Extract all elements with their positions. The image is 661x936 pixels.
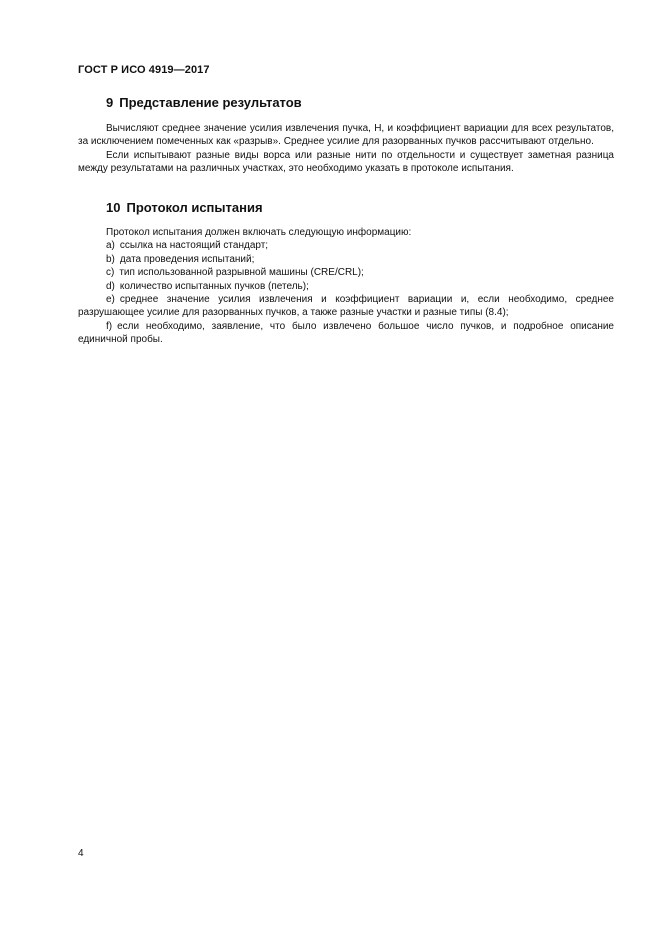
list-item-b — [78, 253, 614, 266]
list-item-c — [78, 266, 614, 279]
section-9-paragraph-2: Если испытывают разные виды ворса или разные нити по отдельности и существует заметная разница между результатами на различных участках, это необходимо указать в протоколе испытания. — [78, 149, 614, 175]
list-item-d — [78, 280, 614, 293]
list-item-text: количество испытанных пучков (петель); — [119, 280, 309, 292]
list-item-text: если необходимо, заявление, что было извлечено большое число пучков, и подробное описание единичной пробы. — [78, 320, 614, 346]
list-marker: f) — [106, 320, 113, 332]
list-marker: a) — [106, 240, 115, 252]
section-10-heading — [106, 200, 263, 215]
section-10-number: 10 — [106, 200, 121, 215]
section-10-title: Протокол испытания — [126, 200, 263, 215]
list-item-text: дата проведения испытаний; — [119, 253, 255, 265]
list-marker: d) — [106, 280, 115, 292]
list-item-e — [78, 293, 614, 320]
list-item-text: ссылка на настоящий стандарт; — [119, 240, 269, 252]
page-number: 4 — [78, 848, 84, 859]
list-marker: c) — [106, 267, 115, 279]
section-9-body — [78, 122, 614, 176]
page-header-standard: ГОСТ Р ИСО 4919—2017 — [78, 64, 210, 76]
section-10-intro: Протокол испытания должен включать следующую информацию: — [106, 227, 412, 238]
section-9-number: 9 — [106, 95, 114, 110]
section-10-body — [78, 226, 614, 347]
section-9-heading — [106, 95, 302, 110]
list-item-a — [78, 239, 614, 252]
list-item-text: среднее значение усилия извлечения и коэффициент вариации и, если необходимо, среднее разрушающее усилие для разорванных пучков, а также разные участки и разные типы (8.4); — [78, 294, 614, 319]
list-marker: b) — [106, 253, 115, 265]
section-9-title: Представление результатов — [119, 95, 302, 110]
list-item-f — [78, 320, 614, 347]
list-marker: e) — [106, 294, 115, 306]
list-item-text: тип использованной разрывной машины (CRE/CRL); — [119, 267, 364, 279]
section-9-paragraph-1: Вычисляют среднее значение усилия извлечения пучка, H, и коэффициент вариации для всех результатов, за исключением помеченных как «разрыв». Среднее усилие для разорванных пучков рассчитывают отдельно. — [78, 123, 614, 148]
